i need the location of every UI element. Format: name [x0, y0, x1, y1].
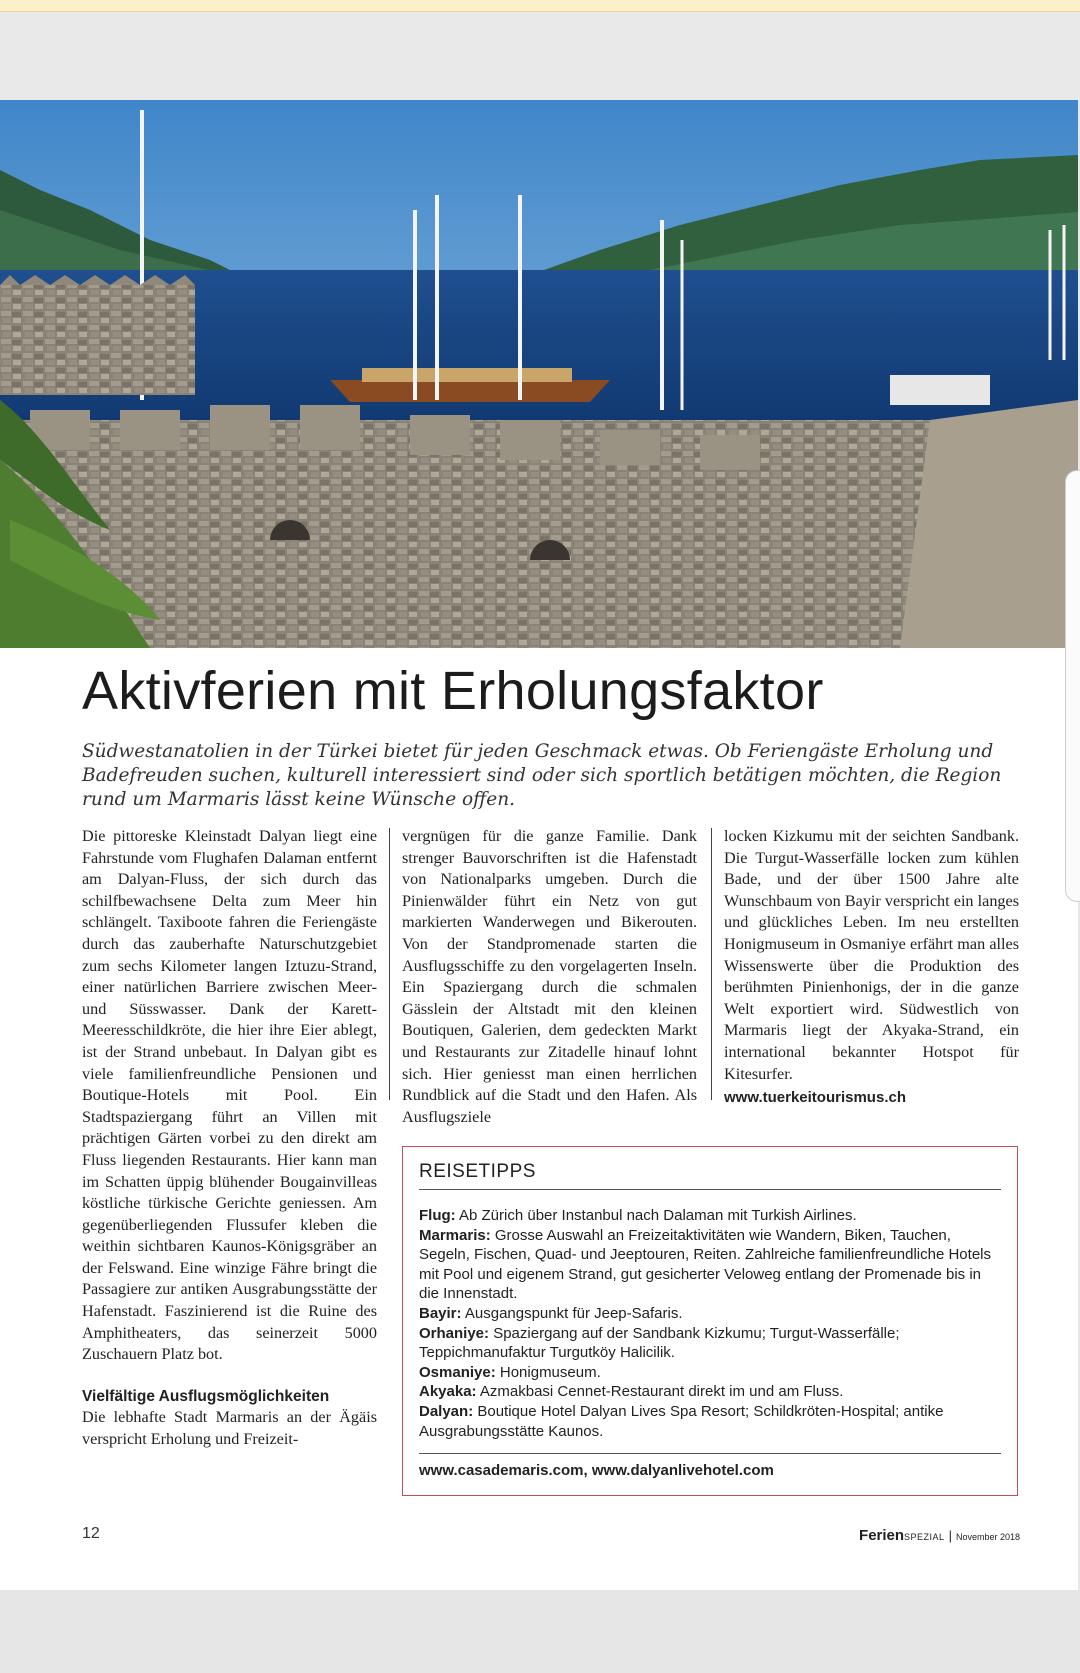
tip-label: Bayir: [419, 1304, 462, 1322]
travel-tips-list [419, 1206, 1001, 1441]
tip-text: Honigmuseum. [499, 1363, 601, 1381]
text-column-2 [402, 826, 697, 1128]
tip-text: Azmakbasi Cennet-Restaurant direkt im und am Fluss. [479, 1383, 844, 1401]
hero-photo-marmaris-harbour [0, 100, 1078, 648]
issue-date: November 2018 [955, 1532, 1020, 1542]
tip-text: Grosse Auswahl an Freizeitaktivitäten wie Wandern, Biken, Tauchen, Segeln, Fischen, Quad- und Jeeptouren, Reiten. Zahlreiche familienfreundliche Hotels mit Pool und eigenem Strand, gut gesicherter Veloweg entlang der Promenade bis in die Innenstadt. [419, 1226, 991, 1303]
magazine-footer [859, 1527, 1020, 1544]
tip-item [419, 1382, 1001, 1402]
tip-label: Orhaniye: [419, 1324, 490, 1342]
tip-item [419, 1324, 1001, 1363]
hero-illustration [0, 100, 1078, 648]
column-1-body: Die pittoreske Kleinstadt Dalyan liegt eine Fahrstunde vom Flughafen Dalaman entfernt am Dalyan-Fluss, der sich durch das schilfbewachsene Delta zum Meer hin schlängelt. Taxiboote fahren die Feriengäste durch das zauberhafte Naturschutzgebiet zum sechs Kilometer langen Iztuzu-Strand, einer natürlichen Barriere zwischen Meer- und Süsswasser. Dank der Karett-Meeresschildkröte, die hier ihre Eier ablegt, ist der Strand unbebaut. In Dalyan gibt es viele familienfreundliche Pensionen und Boutique-Hotels mit Pool. Ein Stadtspaziergang führt an Villen mit prächtigen Gärten vorbei zu den direkt am Fluss liegenden Restaurants. Hier kann man im Schatten üppig blühender Bougainvilleas köstliche türkische Gerichte geniessen. Am gegenüberliegenden Flussufer kleben die weithin sichtbaren Kaunos-Königsgräber an der Felswand. Eine winzige Fähre bringt die Passagiere zur antiken Ausgrabungsstätte der Hafenstadt. Faszinierend ist die Ruine des Amphitheaters, das seinerzeit 5000 Zuschauern Platz bot. [82, 827, 377, 1364]
website-link[interactable]: www.tuerkeitourismus.ch [724, 1089, 906, 1107]
tip-label: Marmaris: [419, 1226, 491, 1244]
tip-item [419, 1304, 1001, 1324]
column-divider-1 [389, 828, 390, 1100]
tip-label: Osmaniye: [419, 1363, 496, 1381]
tip-text: Ab Zürich über Instanbul nach Dalaman mit Turkish Airlines. [459, 1207, 857, 1224]
text-column-1 [82, 826, 377, 1451]
text-column-3 [724, 826, 1019, 1109]
tip-label: Akyaka: [419, 1383, 477, 1401]
travel-tips-links[interactable]: www.casademaris.com, www.dalyanlivehotel.com [419, 1453, 1001, 1479]
article-lead: Südwestanatolien in der Türkei bietet für jeden Geschmack etwas. Ob Feriengäste Erholung und Badefreuden suchen, kulturell interessiert sind oder sich sportlich betätigen möchten, die Region rund um Marmaris lässt keine Wünsche offen. [82, 741, 1002, 810]
tip-item [419, 1226, 1001, 1304]
bottom-margin [0, 1590, 1080, 1673]
page-number: 12 [82, 1525, 100, 1542]
subheading: Vielfältige Ausflugsmöglichkeiten [82, 1387, 330, 1405]
tip-label: Dalyan: [419, 1402, 474, 1420]
tip-text: Ausgangspunkt für Jeep-Safaris. [464, 1304, 683, 1322]
article-title: Aktivferien mit Erholungsfaktor [82, 661, 824, 721]
column-2-body: vergnügen für die ganze Familie. Dank strenger Bauvorschriften ist die Hafenstadt von Nationalparks umgeben. Durch die Pinienwälder führt ein Netz von gut markierten Wanderwegen und Bikerouten. Von der Standpromenade starten die Ausflugsschiffe zu den vorgelagerten Inseln. Ein Spaziergang durch die schmalen Gässlein der Altstadt mit den kleinen Boutiquen, Galerien, dem gedeckten Markt und Restaurants zur Zitadelle hinauf lohnt sich. Hier geniesst man einen herrlichen Rundblick auf die Stadt und den Hafen. Als Ausflugsziele [402, 827, 697, 1126]
tip-label: Flug: [419, 1207, 456, 1224]
magazine-brand: Ferien [859, 1527, 905, 1544]
column-divider-2 [711, 828, 712, 1100]
column-3-body: locken Kizkumu mit der seichten Sandbank. Die Turgut-Wasserfälle locken zum kühlen Bade, und der über 1500 Jahre alte Wunschbaum von Bayir verspricht ein langes und glückliches Leben. Im neu erstellten Honigmuseum in Osmaniye erfährt man alles Wissenswerte über die Produktion des berühmten Pinienhonigs, der in die ganze Welt exportiert wird. Südwestlich von Marmaris liegt der Akyaka-Strand, ein international bekannter Hotspot für Kitesurfer. [724, 827, 1019, 1083]
tip-item [419, 1206, 1001, 1226]
tip-text: Boutique Hotel Dalyan Lives Spa Resort; Schildkröten-Hospital; antike Ausgrabungsstätte Kaunos. [419, 1402, 944, 1440]
travel-tips-box [402, 1146, 1018, 1496]
tip-item [419, 1402, 1001, 1441]
side-scroll-handle[interactable] [1065, 470, 1080, 902]
magazine-page [0, 100, 1078, 1590]
magazine-brand-suffix: SPEZIAL [904, 1532, 945, 1542]
top-notification-strip [0, 0, 1080, 12]
tip-text: Spaziergang auf der Sandbank Kizkumu; Turgut-Wasserfälle; Teppichmanufaktur Turgutköy Halicilik. [419, 1324, 900, 1362]
column-1-tail: Die lebhafte Stadt Marmaris an der Ägäis verspricht Erholung und Freizeit- [82, 1408, 377, 1449]
tip-item [419, 1363, 1001, 1383]
travel-tips-heading: REISETIPPS [419, 1161, 1001, 1190]
footer-separator: | [948, 1528, 952, 1543]
top-margin [0, 12, 1080, 100]
